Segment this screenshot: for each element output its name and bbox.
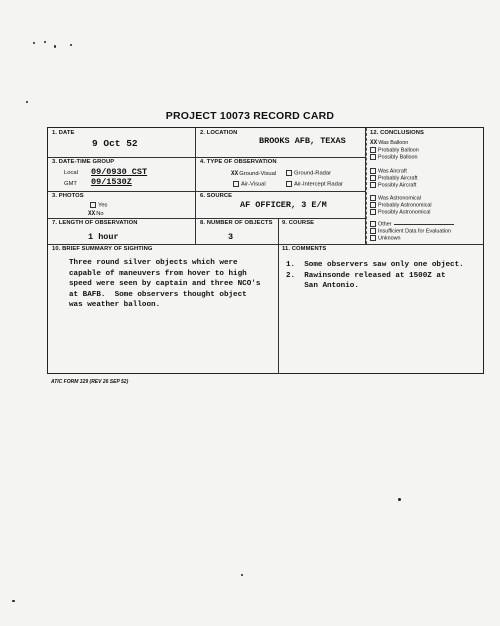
number-of-objects-value: 3 [228, 232, 234, 242]
divider-conclusions [366, 128, 367, 244]
source-label: 6. SOURCE [200, 193, 233, 199]
scan-speck [33, 42, 35, 44]
summary-label: 10. BRIEF SUMMARY OF SIGHTING [52, 246, 153, 252]
air-visual-option: Air-Visual [233, 181, 266, 188]
record-card [47, 127, 484, 374]
summary-line: was weather balloon. [69, 301, 161, 310]
conclusion-was-balloon: XXWas Balloon [370, 139, 409, 146]
summary-line: Three round silver objects which were [69, 259, 238, 267]
type-of-observation-label: 4. TYPE OF OBSERVATION [200, 159, 277, 165]
conclusion-possibly-balloon: Possibly Balloon [370, 154, 418, 161]
scan-speck [44, 41, 46, 43]
conclusion-other: Other [370, 221, 454, 228]
gmt-value: 09/1530Z [91, 177, 132, 187]
divider-summary-comments [278, 244, 279, 374]
date-label: 1. DATE [52, 130, 75, 136]
scan-speck [26, 101, 28, 103]
location-label: 2. LOCATION [200, 130, 238, 136]
comment-line: 2. Rawinsonde released at 1500Z at [286, 271, 446, 280]
photos-no-option: XXNo [88, 210, 104, 217]
summary-line: speed were seen by captain and three NCO's [69, 280, 261, 289]
date-time-group-label: 3. DATE-TIME GROUP [52, 159, 115, 165]
source-value: AF OFFICER, 3 E/M [240, 200, 327, 210]
summary-line: capable of maneuvers from hover to high [69, 269, 247, 278]
scan-speck [70, 44, 72, 46]
date-value: 9 Oct 52 [92, 138, 138, 149]
conclusion-probably-astronomical: Probably Astronomical [370, 202, 432, 209]
conclusion-unknown: Unknown [370, 235, 400, 242]
gmt-label: GMT [64, 181, 77, 187]
conclusion-insufficient-data: Insufficient Data for Evaluation [370, 228, 451, 235]
length-of-observation-value: 1 hour [88, 232, 119, 242]
conclusions-label: 12. CONCLUSIONS [370, 130, 425, 136]
divider-row2 [48, 191, 366, 192]
scan-speck [398, 498, 401, 501]
card-title: PROJECT 10073 RECORD CARD [165, 110, 335, 122]
comment-line: San Antonio. [286, 282, 359, 291]
divider-row3 [48, 218, 366, 219]
conclusion-was-aircraft: Was Aircraft [370, 168, 407, 175]
scan-speck [54, 45, 56, 48]
conclusion-possibly-astronomical: Possibly Astronomical [370, 209, 430, 216]
ground-radar-option: Ground-Radar [286, 170, 331, 177]
conclusion-probably-aircraft: Probably Aircraft [370, 175, 418, 182]
scan-speck [12, 600, 15, 602]
local-time-value: 09/0930 CST [91, 167, 148, 177]
divider-col3 [278, 218, 279, 244]
conclusion-probably-balloon: Probably Balloon [370, 147, 419, 154]
photos-label: 3. PHOTOS [52, 193, 84, 199]
conclusion-was-astronomical: Was Astronomical [370, 195, 421, 202]
course-label: 9. COURSE [282, 220, 315, 226]
ground-visual-option: XXGround-Visual [231, 170, 277, 177]
local-time-label: Local [64, 170, 78, 176]
comment-line: 1. Some observers saw only one object. [286, 261, 464, 269]
length-of-observation-label: 7. LENGTH OF OBSERVATION [52, 220, 138, 226]
divider-row4 [48, 244, 484, 245]
conclusion-possibly-aircraft: Possibly Aircraft [370, 182, 416, 189]
location-value: BROOKS AFB, TEXAS [259, 136, 346, 146]
comments-label: 11. COMMENTS [282, 246, 327, 252]
air-intercept-radar-option: Air-Intercept Radar [286, 181, 343, 188]
form-number: ATIC FORM 329 (REV 26 SEP 52) [51, 379, 129, 385]
divider-row1 [48, 157, 366, 158]
scan-speck [241, 574, 243, 576]
number-of-objects-label: 8. NUMBER OF OBJECTS [200, 220, 273, 226]
summary-line: at BAFB. Some observers thought object [69, 290, 247, 299]
photos-yes-option: Yes [90, 202, 107, 209]
